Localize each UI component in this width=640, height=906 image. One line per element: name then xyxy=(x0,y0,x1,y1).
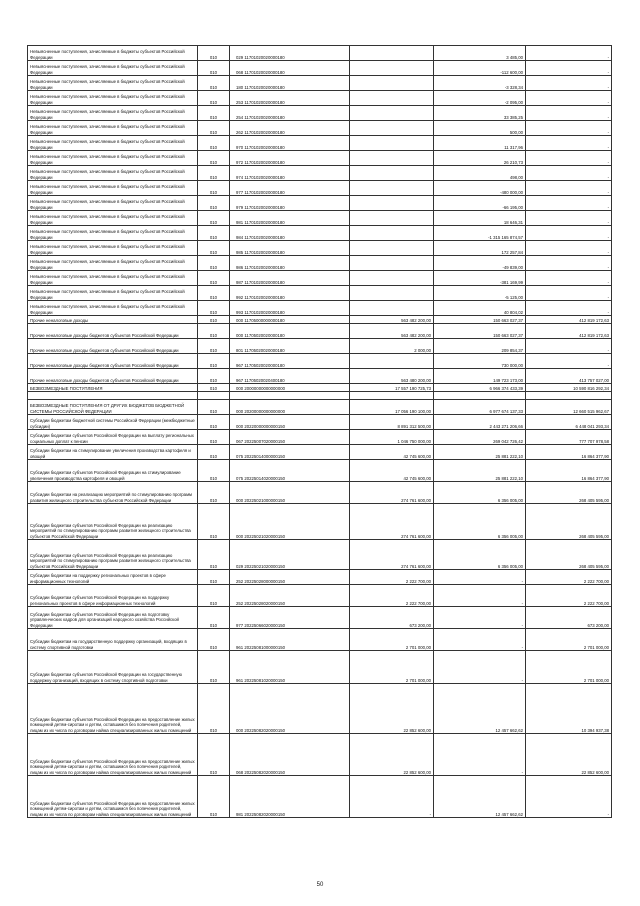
row-rest-cell: - xyxy=(526,339,612,354)
row-plan-cell xyxy=(350,226,434,241)
table-row xyxy=(28,339,612,354)
row-plan-cell xyxy=(350,166,434,181)
row-kbk-cell: 967 11705020020400180 xyxy=(230,369,350,384)
row-kbk-cell: 986 11701020020000180 xyxy=(230,256,350,271)
row-name-cell: Субсидии бюджетам субъектов Российской Федерации на подготовку управленческих кадров для организаций народного хозяйства Российской Федерации xyxy=(28,607,198,629)
row-plan-cell xyxy=(350,354,434,369)
row-plan-cell xyxy=(350,286,434,301)
row-plan-cell xyxy=(350,392,434,400)
row-rest-cell: 268 405 595,00 xyxy=(526,504,612,540)
row-rest-cell: - xyxy=(526,166,612,181)
table-row xyxy=(28,392,612,400)
row-plan-cell: 8 891 312 500,00 xyxy=(350,415,434,430)
row-kbk-cell xyxy=(230,392,350,400)
row-fact-cell: - xyxy=(434,629,526,651)
row-name-cell: Невыясненные поступления, зачисляемые в бюджеты субъектов Российской Федерации xyxy=(28,166,198,181)
row-name-cell: Невыясненные поступления, зачисляемые в бюджеты субъектов Российской Федерации xyxy=(28,196,198,211)
table-row xyxy=(28,241,612,256)
row-plan-cell: 2 701 000,00 xyxy=(350,629,434,651)
row-plan-cell xyxy=(350,61,434,76)
row-fact-cell: 18 646,31 xyxy=(434,211,526,226)
row-kbk-cell: 075 20225014000000150 xyxy=(230,445,350,460)
row-rest-cell: - xyxy=(526,241,612,256)
table-row xyxy=(28,460,612,482)
row-code-cell: 010 xyxy=(198,271,230,286)
row-kbk-cell: 977 20225066020000150 xyxy=(230,607,350,629)
row-name-cell: Прочие неналоговые доходы бюджетов субъектов Российской Федерации xyxy=(28,369,198,384)
row-plan-cell xyxy=(350,241,434,256)
table-row xyxy=(28,196,612,211)
row-code-cell: 010 xyxy=(198,651,230,684)
row-code-cell: 010 xyxy=(198,354,230,369)
row-code-cell: 010 xyxy=(198,91,230,106)
table-row xyxy=(28,776,612,818)
row-rest-cell: - xyxy=(526,354,612,369)
row-rest-cell: - xyxy=(526,286,612,301)
table-row xyxy=(28,181,612,196)
row-kbk-cell: 000 11705020020000180 xyxy=(230,324,350,339)
row-code-cell: 010 xyxy=(198,430,230,445)
row-name-cell: Невыясненные поступления, зачисляемые в бюджеты субъектов Российской Федерации xyxy=(28,256,198,271)
row-rest-cell: 6 448 041 293,34 xyxy=(526,415,612,430)
row-rest-cell: 268 405 595,00 xyxy=(526,540,612,570)
row-plan-cell: 2 222 700,00 xyxy=(350,585,434,607)
row-fact-cell: 150 663 027,37 xyxy=(434,316,526,324)
row-kbk-cell: 981 20225082020000150 xyxy=(230,776,350,818)
row-code-cell: 010 xyxy=(198,607,230,629)
row-kbk-cell: 029 20225021020000150 xyxy=(230,540,350,570)
row-code-cell: 010 xyxy=(198,286,230,301)
row-name-cell: Невыясненные поступления, зачисляемые в бюджеты субъектов Российской Федерации xyxy=(28,271,198,286)
row-name-cell: Субсидии бюджетам субъектов Российской Федерации на реализацию мероприятий по стимулированию программ развития жилищного строительства субъектов Российской Федерации xyxy=(28,504,198,540)
row-code-cell: 010 xyxy=(198,384,230,392)
row-rest-cell: - xyxy=(526,61,612,76)
row-name-cell: Субсидии бюджетам на реализацию мероприятий по стимулированию программ развития жилищного строительства субъектов Российской Федерации xyxy=(28,482,198,504)
row-code-cell: 010 xyxy=(198,61,230,76)
row-code-cell xyxy=(198,392,230,400)
row-rest-cell: 22 852 600,00 xyxy=(526,734,612,776)
row-fact-cell: 33 385,25 xyxy=(434,106,526,121)
row-rest-cell: - xyxy=(526,256,612,271)
row-kbk-cell: 067 20225007020000150 xyxy=(230,430,350,445)
table-row xyxy=(28,585,612,607)
row-name-cell: Невыясненные поступления, зачисляемые в бюджеты субъектов Российской Федерации xyxy=(28,301,198,316)
table-row xyxy=(28,61,612,76)
row-code-cell: 010 xyxy=(198,136,230,151)
row-rest-cell: - xyxy=(526,211,612,226)
row-kbk-cell: 985 11701020020000180 xyxy=(230,241,350,256)
row-plan-cell: 22 852 600,00 xyxy=(350,734,434,776)
row-rest-cell: - xyxy=(526,106,612,121)
table-row xyxy=(28,384,612,392)
row-kbk-cell: 068 20225082020000150 xyxy=(230,734,350,776)
row-name-cell: Субсидии бюджетам субъектов Российской Федерации на предоставление жилых помещений детям-сиротам и детям, оставшимся без попечения родителей, лицам из их числа по договорам найма специализированных жилых помещений xyxy=(28,734,198,776)
row-rest-cell: 2 222 700,00 xyxy=(526,585,612,607)
row-plan-cell xyxy=(350,76,434,91)
row-code-cell: 010 xyxy=(198,400,230,415)
row-plan-cell xyxy=(350,121,434,136)
row-fact-cell: -49 839,00 xyxy=(434,256,526,271)
row-fact-cell: 500,00 xyxy=(434,121,526,136)
row-rest-cell: - xyxy=(526,91,612,106)
row-kbk-cell: 961 20225081000000150 xyxy=(230,629,350,651)
row-name-cell: Прочие неналоговые доходы xyxy=(28,316,198,324)
row-fact-cell: -5 125,00 xyxy=(434,286,526,301)
table-row xyxy=(28,415,612,430)
report-table-body xyxy=(28,46,612,818)
row-name-cell: Субсидии бюджетам субъектов Российской Федерации на реализацию мероприятий по стимулированию программ развития жилищного строительства субъектов Российской Федерации xyxy=(28,540,198,570)
row-code-cell: 010 xyxy=(198,241,230,256)
row-kbk-cell: 180 11701020020000180 xyxy=(230,76,350,91)
row-plan-cell: 2 222 700,00 xyxy=(350,570,434,585)
row-kbk-cell: 000 20000000000000000 xyxy=(230,384,350,392)
table-row xyxy=(28,106,612,121)
row-plan-cell xyxy=(350,181,434,196)
row-rest-cell: 2 222 700,00 xyxy=(526,570,612,585)
row-fact-cell: 498,00 xyxy=(434,166,526,181)
table-row xyxy=(28,166,612,181)
row-fact-cell: 26 210,73 xyxy=(434,151,526,166)
row-name-cell: Невыясненные поступления, зачисляемые в бюджеты субъектов Российской Федерации xyxy=(28,136,198,151)
row-plan-cell xyxy=(350,91,434,106)
row-kbk-cell: 262 11701020020000180 xyxy=(230,121,350,136)
row-kbk-cell: 068 11701020020000180 xyxy=(230,61,350,76)
row-rest-cell: 412 819 172,63 xyxy=(526,316,612,324)
row-rest-cell: 2 701 000,00 xyxy=(526,629,612,651)
row-kbk-cell: 984 11701020020000180 xyxy=(230,226,350,241)
row-fact-cell: 209 854,37 xyxy=(434,339,526,354)
row-plan-cell xyxy=(350,271,434,286)
table-row xyxy=(28,151,612,166)
row-code-cell: 010 xyxy=(198,504,230,540)
row-kbk-cell: 801 11705020020000180 xyxy=(230,339,350,354)
row-kbk-cell: 974 11701020020000180 xyxy=(230,166,350,181)
row-fact-cell xyxy=(434,392,526,400)
row-code-cell: 010 xyxy=(198,166,230,181)
table-row xyxy=(28,430,612,445)
row-name-cell: Субсидии бюджетам субъектов Российской Федерации на поддержку региональных проектов в сфере информационных технологий xyxy=(28,585,198,607)
row-plan-cell xyxy=(350,301,434,316)
row-name-cell: БЕЗВОЗМЕЗДНЫЕ ПОСТУПЛЕНИЯ xyxy=(28,384,198,392)
row-plan-cell: 17 056 190 100,00 xyxy=(350,400,434,415)
row-code-cell: 010 xyxy=(198,316,230,324)
row-kbk-cell: 961 20225081020000150 xyxy=(230,651,350,684)
row-name-cell: Субсидии бюджетам субъектов Российской Федерации на государственную поддержку организаций, входящих в систему спортивной подготовки xyxy=(28,651,198,684)
table-row xyxy=(28,76,612,91)
table-row xyxy=(28,400,612,415)
row-kbk-cell: 972 11701020020000180 xyxy=(230,151,350,166)
row-fact-cell: 6 966 374 433,39 xyxy=(434,384,526,392)
row-code-cell: 010 xyxy=(198,684,230,734)
row-code-cell: 010 xyxy=(198,629,230,651)
row-code-cell: 010 xyxy=(198,301,230,316)
row-code-cell: 010 xyxy=(198,106,230,121)
row-plan-cell: 563 482 200,00 xyxy=(350,316,434,324)
row-code-cell: 010 xyxy=(198,226,230,241)
row-rest-cell: 10 590 816 292,34 xyxy=(526,384,612,392)
row-code-cell: 010 xyxy=(198,211,230,226)
row-plan-cell xyxy=(350,211,434,226)
row-name-cell: Невыясненные поступления, зачисляемые в бюджеты субъектов Российской Федерации xyxy=(28,61,198,76)
row-name-cell: Невыясненные поступления, зачисляемые в бюджеты субъектов Российской Федерации xyxy=(28,91,198,106)
row-kbk-cell: 252 20225028020000150 xyxy=(230,585,350,607)
row-plan-cell: 2 000,00 xyxy=(350,339,434,354)
row-fact-cell: 149 723 173,00 xyxy=(434,369,526,384)
row-kbk-cell: 000 20225021000000150 xyxy=(230,482,350,504)
row-kbk-cell: 967 11705020020000180 xyxy=(230,354,350,369)
table-row xyxy=(28,121,612,136)
row-plan-cell: 42 745 600,00 xyxy=(350,445,434,460)
table-row xyxy=(28,445,612,460)
row-kbk-cell: 253 11701020020000180 xyxy=(230,91,350,106)
row-name-cell: Невыясненные поступления, зачисляемые в бюджеты субъектов Российской Федерации xyxy=(28,121,198,136)
row-rest-cell: 268 405 595,00 xyxy=(526,482,612,504)
row-name-cell: Прочие неналоговые доходы бюджетов субъектов Российской Федерации xyxy=(28,324,198,339)
row-rest-cell: 2 701 000,00 xyxy=(526,651,612,684)
row-code-cell: 010 xyxy=(198,415,230,430)
table-row xyxy=(28,46,612,61)
row-plan-cell: 274 761 600,00 xyxy=(350,540,434,570)
row-fact-cell: 3 485,00 xyxy=(434,46,526,61)
page-number: 50 xyxy=(316,882,324,888)
row-kbk-cell: 254 11701020020000180 xyxy=(230,106,350,121)
row-rest-cell: 673 200,00 xyxy=(526,607,612,629)
row-code-cell: 010 xyxy=(198,151,230,166)
row-fact-cell: -480 000,00 xyxy=(434,181,526,196)
row-kbk-cell: 029 11701020020000180 xyxy=(230,46,350,61)
row-fact-cell: 40 804,02 xyxy=(434,301,526,316)
row-kbk-cell: 000 20225021020000150 xyxy=(230,504,350,540)
row-name-cell: Невыясненные поступления, зачисляемые в бюджеты субъектов Российской Федерации xyxy=(28,226,198,241)
row-fact-cell: 12 457 662,62 xyxy=(434,776,526,818)
table-row xyxy=(28,504,612,540)
row-code-cell: 010 xyxy=(198,181,230,196)
table-row xyxy=(28,684,612,734)
row-fact-cell: -381 169,99 xyxy=(434,271,526,286)
row-kbk-cell: 979 11701020020000180 xyxy=(230,196,350,211)
row-code-cell: 010 xyxy=(198,776,230,818)
row-rest-cell: - xyxy=(526,196,612,211)
row-name-cell: Прочие неналоговые доходы бюджетов субъектов Российской Федерации xyxy=(28,354,198,369)
row-rest-cell: 10 394 937,38 xyxy=(526,684,612,734)
row-fact-cell: 172 257,84 xyxy=(434,241,526,256)
row-rest-cell: - xyxy=(526,226,612,241)
table-row xyxy=(28,629,612,651)
row-rest-cell xyxy=(526,392,612,400)
row-plan-cell: - xyxy=(350,776,434,818)
row-code-cell: 010 xyxy=(198,540,230,570)
row-code-cell: 010 xyxy=(198,324,230,339)
row-code-cell: 010 xyxy=(198,460,230,482)
row-kbk-cell: 252 20225028000000150 xyxy=(230,570,350,585)
row-rest-cell: - xyxy=(526,776,612,818)
row-code-cell: 010 xyxy=(198,585,230,607)
table-row xyxy=(28,651,612,684)
row-name-cell: Невыясненные поступления, зачисляемые в бюджеты субъектов Российской Федерации xyxy=(28,286,198,301)
row-plan-cell: 673 200,00 xyxy=(350,607,434,629)
row-code-cell: 010 xyxy=(198,196,230,211)
row-plan-cell: 274 761 600,00 xyxy=(350,504,434,540)
row-plan-cell: 274 761 600,00 xyxy=(350,482,434,504)
row-fact-cell: - xyxy=(434,585,526,607)
row-code-cell: 010 xyxy=(198,46,230,61)
row-kbk-cell: 993 11701020020000180 xyxy=(230,301,350,316)
row-fact-cell: - xyxy=(434,651,526,684)
row-rest-cell: 12 660 515 962,67 xyxy=(526,400,612,415)
row-rest-cell: - xyxy=(526,121,612,136)
row-fact-cell: -112 600,00 xyxy=(434,61,526,76)
row-plan-cell xyxy=(350,46,434,61)
row-plan-cell xyxy=(350,106,434,121)
row-name-cell: Невыясненные поступления, зачисляемые в бюджеты субъектов Российской Федерации xyxy=(28,46,198,61)
row-fact-cell: - xyxy=(434,607,526,629)
row-fact-cell: 25 881 222,10 xyxy=(434,445,526,460)
report-table xyxy=(27,45,612,818)
row-name-cell: БЕЗВОЗМЕЗДНЫЕ ПОСТУПЛЕНИЯ ОТ ДРУГИХ БЮДЖЕТОВ БЮДЖЕТНОЙ СИСТЕМЫ РОССИЙСКОЙ ФЕДЕРАЦИИ xyxy=(28,400,198,415)
row-rest-cell: - xyxy=(526,181,612,196)
row-rest-cell: - xyxy=(526,136,612,151)
row-name-cell: Субсидии бюджетам субъектов Российской Федерации на стимулирование увеличения производства картофеля и овощей xyxy=(28,460,198,482)
table-row xyxy=(28,607,612,629)
row-rest-cell: 16 864 377,90 xyxy=(526,445,612,460)
row-name-cell: Невыясненные поступления, зачисляемые в бюджеты субъектов Российской Федерации xyxy=(28,76,198,91)
row-fact-cell: - xyxy=(434,570,526,585)
row-fact-cell: 150 663 027,37 xyxy=(434,324,526,339)
row-plan-cell: 42 745 600,00 xyxy=(350,460,434,482)
row-name-cell: Субсидии бюджетам субъектов Российской Федерации на выплату региональных социальных доплат к пенсии xyxy=(28,430,198,445)
row-fact-cell: -2 095,00 xyxy=(434,91,526,106)
row-name-cell: Субсидии бюджетам на государственную поддержку организаций, входящих в систему спортивной подготовки xyxy=(28,629,198,651)
row-name-cell xyxy=(28,392,198,400)
row-rest-cell: 413 757 027,00 xyxy=(526,369,612,384)
table-row xyxy=(28,136,612,151)
row-name-cell: Невыясненные поступления, зачисляемые в бюджеты субъектов Российской Федерации xyxy=(28,211,198,226)
row-plan-cell xyxy=(350,151,434,166)
table-row xyxy=(28,324,612,339)
row-name-cell: Прочие неналоговые доходы бюджетов субъектов Российской Федерации xyxy=(28,339,198,354)
row-name-cell: Невыясненные поступления, зачисляемые в бюджеты субъектов Российской Федерации xyxy=(28,151,198,166)
row-fact-cell: 11 317,96 xyxy=(434,136,526,151)
row-name-cell: Субсидии бюджетам на поддержку региональных проектов в сфере информационных технологий xyxy=(28,570,198,585)
row-kbk-cell: 970 11701020020000180 xyxy=(230,136,350,151)
row-fact-cell: -66 195,00 xyxy=(434,196,526,211)
row-fact-cell: 6 356 005,00 xyxy=(434,504,526,540)
row-plan-cell xyxy=(350,256,434,271)
row-code-cell: 010 xyxy=(198,76,230,91)
row-kbk-cell: 977 11701020020000180 xyxy=(230,181,350,196)
row-rest-cell: 777 707 978,58 xyxy=(526,430,612,445)
row-code-cell: 010 xyxy=(198,734,230,776)
table-row xyxy=(28,316,612,324)
row-rest-cell: 16 864 377,90 xyxy=(526,460,612,482)
row-plan-cell xyxy=(350,196,434,211)
row-plan-cell: 563 482 200,00 xyxy=(350,324,434,339)
table-row xyxy=(28,91,612,106)
row-fact-cell: 269 042 726,42 xyxy=(434,430,526,445)
table-row xyxy=(28,256,612,271)
row-kbk-cell: 992 11701020020000180 xyxy=(230,286,350,301)
row-rest-cell: - xyxy=(526,76,612,91)
row-code-cell: 010 xyxy=(198,482,230,504)
row-plan-cell xyxy=(350,136,434,151)
row-rest-cell: - xyxy=(526,46,612,61)
table-row xyxy=(28,286,612,301)
row-code-cell: 010 xyxy=(198,256,230,271)
row-kbk-cell: 000 20225082020000150 xyxy=(230,684,350,734)
table-row xyxy=(28,354,612,369)
row-code-cell: 010 xyxy=(198,369,230,384)
table-row xyxy=(28,540,612,570)
row-code-cell: 010 xyxy=(198,121,230,136)
row-fact-cell: 6 356 005,00 xyxy=(434,482,526,504)
table-row xyxy=(28,734,612,776)
row-code-cell: 010 xyxy=(198,445,230,460)
row-kbk-cell: 075 20225014020000150 xyxy=(230,460,350,482)
table-row xyxy=(28,482,612,504)
table-row xyxy=(28,271,612,286)
row-plan-cell: 1 046 750 000,00 xyxy=(350,430,434,445)
row-name-cell: Невыясненные поступления, зачисляемые в бюджеты субъектов Российской Федерации xyxy=(28,241,198,256)
row-rest-cell: 412 819 172,63 xyxy=(526,324,612,339)
row-fact-cell: 6 356 005,00 xyxy=(434,540,526,570)
row-name-cell: Субсидии бюджетам субъектов Российской Федерации на предоставление жилых помещений детям-сиротам и детям, оставшимся без попечения родителей, лицам из их числа по договорам найма специализированных жилых помещений xyxy=(28,684,198,734)
row-kbk-cell: 987 11701020020000180 xyxy=(230,271,350,286)
row-name-cell: Субсидии бюджетам на стимулирование увеличения производства картофеля и овощей xyxy=(28,445,198,460)
row-plan-cell: 22 852 600,00 xyxy=(350,684,434,734)
table-row xyxy=(28,211,612,226)
table-row xyxy=(28,369,612,384)
table-row xyxy=(28,226,612,241)
row-fact-cell: 6 977 674 137,33 xyxy=(434,400,526,415)
row-code-cell: 010 xyxy=(198,339,230,354)
row-fact-cell: -3 328,34 xyxy=(434,76,526,91)
row-fact-cell: 25 881 222,10 xyxy=(434,460,526,482)
row-kbk-cell: 000 20200000000000000 xyxy=(230,400,350,415)
row-fact-cell: 2 443 271 206,66 xyxy=(434,415,526,430)
row-rest-cell: - xyxy=(526,301,612,316)
row-kbk-cell: 000 11705000000000180 xyxy=(230,316,350,324)
row-fact-cell: -1 315 165 874,57 xyxy=(434,226,526,241)
row-code-cell: 010 xyxy=(198,570,230,585)
row-kbk-cell: 981 11701020020000180 xyxy=(230,211,350,226)
row-rest-cell: - xyxy=(526,271,612,286)
row-name-cell: Субсидии бюджетам бюджетной системы Российской Федерации (межбюджетные субсидии) xyxy=(28,415,198,430)
row-kbk-cell: 000 20220000000000150 xyxy=(230,415,350,430)
row-fact-cell: 730 000,00 xyxy=(434,354,526,369)
row-fact-cell: 12 457 662,62 xyxy=(434,684,526,734)
row-plan-cell: 2 701 000,00 xyxy=(350,651,434,684)
row-rest-cell: - xyxy=(526,151,612,166)
table-row xyxy=(28,301,612,316)
row-name-cell: Невыясненные поступления, зачисляемые в бюджеты субъектов Российской Федерации xyxy=(28,106,198,121)
row-fact-cell: - xyxy=(434,734,526,776)
row-name-cell: Субсидии бюджетам субъектов Российской Федерации на предоставление жилых помещений детям-сиротам и детям, оставшимся без попечения родителей, лицам из их числа по договорам найма специализированных жилых помещений xyxy=(28,776,198,818)
row-plan-cell: 17 557 190 725,73 xyxy=(350,384,434,392)
row-plan-cell: 563 480 200,00 xyxy=(350,369,434,384)
table-row xyxy=(28,570,612,585)
row-name-cell: Невыясненные поступления, зачисляемые в бюджеты субъектов Российской Федерации xyxy=(28,181,198,196)
